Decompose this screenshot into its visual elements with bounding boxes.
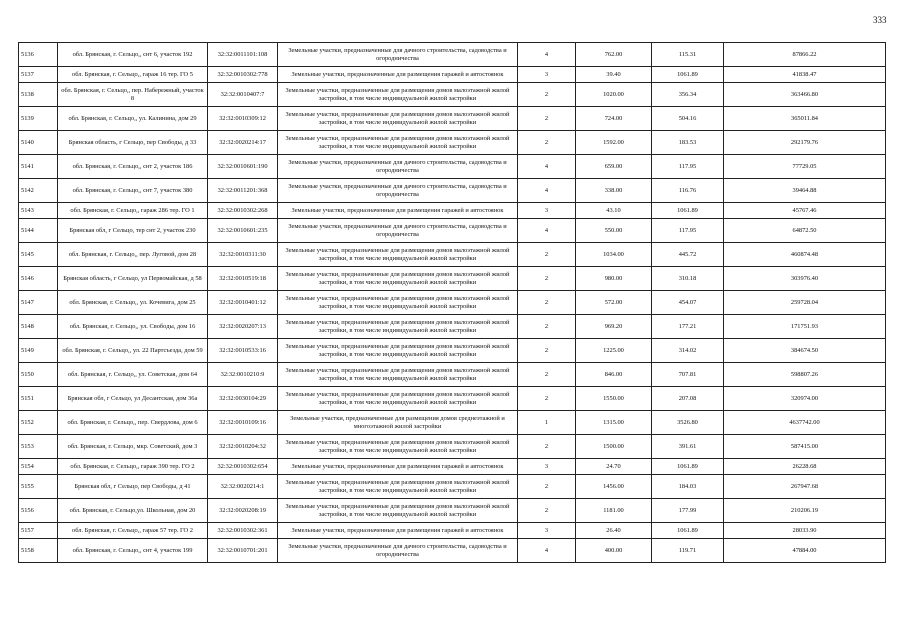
address-cell: обл. Брянская, г. Сельцо,, гараж 286 тер. ГО 1 xyxy=(58,203,208,219)
group-cell: 2 xyxy=(518,363,576,387)
cadastral-number-cell: 32:32:0010204:32 xyxy=(208,435,278,459)
address-cell: обл. Брянская, г. Сельцо,, гараж 57 тер. ГО 2 xyxy=(58,523,208,539)
row-number: 5158 xyxy=(19,539,58,563)
cadastral-number-cell: 32:32:0010109:16 xyxy=(208,411,278,435)
rate-cell: 3526.80 xyxy=(652,411,724,435)
table-row xyxy=(19,203,886,219)
area-cell: 724.00 xyxy=(576,107,652,131)
area-cell: 26.40 xyxy=(576,523,652,539)
area-cell: 1181.00 xyxy=(576,499,652,523)
row-number: 5143 xyxy=(19,203,58,219)
cadastral-value-cell: 267947.68 xyxy=(724,475,886,499)
rate-cell: 504.16 xyxy=(652,107,724,131)
group-cell: 2 xyxy=(518,243,576,267)
address-cell: обл. Брянская, г. Сельцо,ул. Школьная, дом 20 xyxy=(58,499,208,523)
land-plot-table xyxy=(18,42,886,563)
row-number: 5156 xyxy=(19,499,58,523)
area-cell: 550.00 xyxy=(576,219,652,243)
address-cell: Брянская область, г Сельцо, ул Первомайская, д 58 xyxy=(58,267,208,291)
table-row xyxy=(19,315,886,339)
rate-cell: 454.07 xyxy=(652,291,724,315)
table-row xyxy=(19,291,886,315)
cadastral-value-cell: 460874.48 xyxy=(724,243,886,267)
land-use-cell: Земельные участки, предназначенные для размещения домов малоэтажной жилой застройки, в том числе индивидуальной жилой застройки xyxy=(278,291,518,315)
cadastral-number-cell: 32:32:0010302:654 xyxy=(208,459,278,475)
group-cell: 4 xyxy=(518,155,576,179)
cadastral-number-cell: 32:32:0030104:29 xyxy=(208,387,278,411)
area-cell: 846.00 xyxy=(576,363,652,387)
address-cell: обл. Брянская, г. Сельцо,, пер. Набережный, участок 8 xyxy=(58,83,208,107)
cadastral-value-cell: 39464.88 xyxy=(724,179,886,203)
cadastral-value-cell: 320974.00 xyxy=(724,387,886,411)
land-use-cell: Земельные участки, предназначенные для размещения домов малоэтажной жилой застройки, в том числе индивидуальной жилой застройки xyxy=(278,83,518,107)
cadastral-value-cell: 77729.05 xyxy=(724,155,886,179)
area-cell: 39.40 xyxy=(576,67,652,83)
address-cell: обл. Брянская, г. Сельцо,, ул. Кочевига, дом 25 xyxy=(58,291,208,315)
cadastral-number-cell: 32:32:0020214:1 xyxy=(208,475,278,499)
land-use-cell: Земельные участки, предназначенные для размещения домов малоэтажной жилой застройки, в том числе индивидуальной жилой застройки xyxy=(278,475,518,499)
table-row xyxy=(19,43,886,67)
group-cell: 2 xyxy=(518,475,576,499)
table-row xyxy=(19,539,886,563)
land-use-cell: Земельные участки, предназначенные для размещения гаражей и автостоянок xyxy=(278,523,518,539)
cadastral-value-cell: 259728.04 xyxy=(724,291,886,315)
group-cell: 2 xyxy=(518,387,576,411)
cadastral-number-cell: 32:32:0011201:368 xyxy=(208,179,278,203)
land-use-cell: Земельные участки, предназначенные для размещения гаражей и автостоянок xyxy=(278,459,518,475)
row-number: 5151 xyxy=(19,387,58,411)
group-cell: 3 xyxy=(518,67,576,83)
address-cell: обл. Брянская, г. Сельцо,, гараж 16 тер. ГО 5 xyxy=(58,67,208,83)
land-use-cell: Земельные участки, предназначенные для размещения домов малоэтажной жилой застройки, в том числе индивидуальной жилой застройки xyxy=(278,131,518,155)
rate-cell: 391.61 xyxy=(652,435,724,459)
cadastral-value-cell: 384674.50 xyxy=(724,339,886,363)
address-cell: обл. Брянская, г. Сельцо,, снт 4, участок 199 xyxy=(58,539,208,563)
group-cell: 1 xyxy=(518,411,576,435)
address-cell: обл. Брянская, г. Сельцо,, гараж 390 тер. ГО 2 xyxy=(58,459,208,475)
area-cell: 659.00 xyxy=(576,155,652,179)
row-number: 5157 xyxy=(19,523,58,539)
area-cell: 1020.00 xyxy=(576,83,652,107)
cadastral-number-cell: 32:32:0010309:12 xyxy=(208,107,278,131)
address-cell: Брянская обл, г Сельцо, тер снт 2, участок 230 xyxy=(58,219,208,243)
table-row xyxy=(19,523,886,539)
cadastral-value-cell: 47884.00 xyxy=(724,539,886,563)
row-number: 5144 xyxy=(19,219,58,243)
rate-cell: 445.72 xyxy=(652,243,724,267)
cadastral-value-cell: 28033.90 xyxy=(724,523,886,539)
group-cell: 3 xyxy=(518,523,576,539)
address-cell: обл. Брянская, г. Сельцо,, снт 7, участок 380 xyxy=(58,179,208,203)
cadastral-value-cell: 64872.50 xyxy=(724,219,886,243)
table-body xyxy=(19,43,886,563)
cadastral-value-cell: 4637742.00 xyxy=(724,411,886,435)
cadastral-number-cell: 32:32:0010302:778 xyxy=(208,67,278,83)
land-use-cell: Земельные участки, предназначенные для размещения домов среднеэтажной и многоэтажной жилой застройки xyxy=(278,411,518,435)
cadastral-number-cell: 32:32:0010519:18 xyxy=(208,267,278,291)
rate-cell: 314.02 xyxy=(652,339,724,363)
rate-cell: 207.08 xyxy=(652,387,724,411)
area-cell: 338.00 xyxy=(576,179,652,203)
cadastral-number-cell: 32:32:0011101:108 xyxy=(208,43,278,67)
rate-cell: 707.81 xyxy=(652,363,724,387)
cadastral-number-cell: 32:32:0010401:12 xyxy=(208,291,278,315)
rate-cell: 115.31 xyxy=(652,43,724,67)
cadastral-value-cell: 87866.22 xyxy=(724,43,886,67)
rate-cell: 119.71 xyxy=(652,539,724,563)
row-number: 5145 xyxy=(19,243,58,267)
area-cell: 762.00 xyxy=(576,43,652,67)
group-cell: 2 xyxy=(518,107,576,131)
group-cell: 4 xyxy=(518,219,576,243)
land-use-cell: Земельные участки, предназначенные для размещения домов малоэтажной жилой застройки, в том числе индивидуальной жилой застройки xyxy=(278,339,518,363)
cadastral-number-cell: 32:32:0020214:17 xyxy=(208,131,278,155)
address-cell: Брянская область, г Сельцо, пер Свободы, д 33 xyxy=(58,131,208,155)
rate-cell: 117.95 xyxy=(652,155,724,179)
area-cell: 572.00 xyxy=(576,291,652,315)
row-number: 5147 xyxy=(19,291,58,315)
address-cell: обл. Брянская, г. Сельцо,, ул. Советская, дом 64 xyxy=(58,363,208,387)
area-cell: 1315.00 xyxy=(576,411,652,435)
table-row xyxy=(19,387,886,411)
row-number: 5149 xyxy=(19,339,58,363)
land-use-cell: Земельные участки, предназначенные для дачного строительства, садоводства и огородничества xyxy=(278,219,518,243)
address-cell: Брянская обл, г Сельцо, пер Свободы, д 41 xyxy=(58,475,208,499)
address-cell: обл. Брянская, г. Сельцо,, снт 2, участок 186 xyxy=(58,155,208,179)
cadastral-number-cell: 32:32:0010533:16 xyxy=(208,339,278,363)
address-cell: обл. Брянская, г. Сельцо,, ул. Калинина, дом 29 xyxy=(58,107,208,131)
land-use-cell: Земельные участки, предназначенные для размещения домов малоэтажной жилой застройки, в том числе индивидуальной жилой застройки xyxy=(278,243,518,267)
row-number: 5141 xyxy=(19,155,58,179)
group-cell: 2 xyxy=(518,435,576,459)
cadastral-number-cell: 32:32:0010302:361 xyxy=(208,523,278,539)
group-cell: 2 xyxy=(518,339,576,363)
cadastral-value-cell: 210206.19 xyxy=(724,499,886,523)
row-number: 5153 xyxy=(19,435,58,459)
address-cell: обл. Брянская, г. Сельцо,, пер. Свердлова, дом 6 xyxy=(58,411,208,435)
area-cell: 24.70 xyxy=(576,459,652,475)
table-row xyxy=(19,435,886,459)
table-row xyxy=(19,107,886,131)
group-cell: 4 xyxy=(518,539,576,563)
group-cell: 4 xyxy=(518,179,576,203)
area-cell: 1592.00 xyxy=(576,131,652,155)
rate-cell: 356.34 xyxy=(652,83,724,107)
table-row xyxy=(19,267,886,291)
land-use-cell: Земельные участки, предназначенные для размещения домов малоэтажной жилой застройки, в том числе индивидуальной жилой застройки xyxy=(278,435,518,459)
land-use-cell: Земельные участки, предназначенные для размещения домов малоэтажной жилой застройки, в том числе индивидуальной жилой застройки xyxy=(278,107,518,131)
cadastral-number-cell: 32:32:0010407:7 xyxy=(208,83,278,107)
area-cell: 1550.00 xyxy=(576,387,652,411)
table-row xyxy=(19,67,886,83)
cadastral-value-cell: 26228.68 xyxy=(724,459,886,475)
table-row xyxy=(19,83,886,107)
cadastral-number-cell: 32:32:0010701:201 xyxy=(208,539,278,563)
table-row xyxy=(19,339,886,363)
address-cell: обл. Брянская, г. Сельцо,, ул. Свободы, дом 16 xyxy=(58,315,208,339)
cadastral-number-cell: 32:32:0010601:235 xyxy=(208,219,278,243)
area-cell: 1225.00 xyxy=(576,339,652,363)
cadastral-value-cell: 598807.26 xyxy=(724,363,886,387)
table-row xyxy=(19,179,886,203)
address-cell: обл. Брянская, г. Сельцо,, ул. 22 Партсъезда, дом 59 xyxy=(58,339,208,363)
table-row xyxy=(19,499,886,523)
area-cell: 400.00 xyxy=(576,539,652,563)
area-cell: 969.20 xyxy=(576,315,652,339)
area-cell: 43.10 xyxy=(576,203,652,219)
address-cell: обл. Брянская, г. Сельцо,, пер. Луговой, дом 28 xyxy=(58,243,208,267)
rate-cell: 183.53 xyxy=(652,131,724,155)
row-number: 5137 xyxy=(19,67,58,83)
address-cell: обл. Брянская, г. Сельцо,, снт 6, участок 192 xyxy=(58,43,208,67)
land-use-cell: Земельные участки, предназначенные для дачного строительства, садоводства и огородничества xyxy=(278,539,518,563)
row-number: 5152 xyxy=(19,411,58,435)
rate-cell: 1061.89 xyxy=(652,67,724,83)
row-number: 5148 xyxy=(19,315,58,339)
land-use-cell: Земельные участки, предназначенные для размещения домов малоэтажной жилой застройки, в том числе индивидуальной жилой застройки xyxy=(278,499,518,523)
area-cell: 1456.00 xyxy=(576,475,652,499)
group-cell: 4 xyxy=(518,43,576,67)
land-use-cell: Земельные участки, предназначенные для размещения домов малоэтажной жилой застройки, в том числе индивидуальной жилой застройки xyxy=(278,267,518,291)
land-use-cell: Земельные участки, предназначенные для дачного строительства, садоводства и огородничества xyxy=(278,155,518,179)
group-cell: 2 xyxy=(518,499,576,523)
cadastral-number-cell: 32:32:0020208:19 xyxy=(208,499,278,523)
rate-cell: 116.76 xyxy=(652,179,724,203)
page-number: 333 xyxy=(873,15,887,25)
land-use-cell: Земельные участки, предназначенные для дачного строительства, садоводства и огородничества xyxy=(278,179,518,203)
land-use-cell: Земельные участки, предназначенные для размещения домов малоэтажной жилой застройки, в том числе индивидуальной жилой застройки xyxy=(278,387,518,411)
cadastral-number-cell: 32:32:0010210:9 xyxy=(208,363,278,387)
cadastral-value-cell: 45767.46 xyxy=(724,203,886,219)
address-cell: Брянская обл, г Сельцо, ул Десантская, дом 36а xyxy=(58,387,208,411)
land-use-cell: Земельные участки, предназначенные для размещения гаражей и автостоянок xyxy=(278,203,518,219)
group-cell: 3 xyxy=(518,203,576,219)
table-row xyxy=(19,475,886,499)
rate-cell: 310.18 xyxy=(652,267,724,291)
rate-cell: 184.03 xyxy=(652,475,724,499)
group-cell: 2 xyxy=(518,315,576,339)
row-number: 5146 xyxy=(19,267,58,291)
cadastral-value-cell: 365011.84 xyxy=(724,107,886,131)
table-row xyxy=(19,131,886,155)
cadastral-number-cell: 32:32:0020207:13 xyxy=(208,315,278,339)
row-number: 5140 xyxy=(19,131,58,155)
table-row xyxy=(19,459,886,475)
group-cell: 2 xyxy=(518,291,576,315)
rate-cell: 177.21 xyxy=(652,315,724,339)
table-row xyxy=(19,243,886,267)
table-row xyxy=(19,363,886,387)
area-cell: 1034.00 xyxy=(576,243,652,267)
row-number: 5139 xyxy=(19,107,58,131)
group-cell: 3 xyxy=(518,459,576,475)
group-cell: 2 xyxy=(518,83,576,107)
rate-cell: 117.95 xyxy=(652,219,724,243)
group-cell: 2 xyxy=(518,267,576,291)
row-number: 5150 xyxy=(19,363,58,387)
row-number: 5138 xyxy=(19,83,58,107)
group-cell: 2 xyxy=(518,131,576,155)
cadastral-value-cell: 587415.00 xyxy=(724,435,886,459)
land-use-cell: Земельные участки, предназначенные для размещения домов малоэтажной жилой застройки, в том числе индивидуальной жилой застройки xyxy=(278,315,518,339)
area-cell: 1500.00 xyxy=(576,435,652,459)
rate-cell: 1061.89 xyxy=(652,459,724,475)
area-cell: 980.00 xyxy=(576,267,652,291)
rate-cell: 1061.89 xyxy=(652,203,724,219)
cadastral-value-cell: 363466.80 xyxy=(724,83,886,107)
land-use-cell: Земельные участки, предназначенные для размещения домов малоэтажной жилой застройки, в том числе индивидуальной жилой застройки xyxy=(278,363,518,387)
rate-cell: 1061.89 xyxy=(652,523,724,539)
land-use-cell: Земельные участки, предназначенные для дачного строительства, садоводства и огородничества xyxy=(278,43,518,67)
cadastral-value-cell: 303976.40 xyxy=(724,267,886,291)
table-row xyxy=(19,411,886,435)
address-cell: обл. Брянская, г. Сельцо, мкр. Советский, дом 3 xyxy=(58,435,208,459)
row-number: 5155 xyxy=(19,475,58,499)
table-row xyxy=(19,155,886,179)
cadastral-number-cell: 32:32:0010601:190 xyxy=(208,155,278,179)
cadastral-value-cell: 171751.93 xyxy=(724,315,886,339)
land-use-cell: Земельные участки, предназначенные для размещения гаражей и автостоянок xyxy=(278,67,518,83)
rate-cell: 177.99 xyxy=(652,499,724,523)
row-number: 5154 xyxy=(19,459,58,475)
cadastral-value-cell: 41838.47 xyxy=(724,67,886,83)
row-number: 5142 xyxy=(19,179,58,203)
row-number: 5136 xyxy=(19,43,58,67)
cadastral-number-cell: 32:32:0010302:268 xyxy=(208,203,278,219)
table-row xyxy=(19,219,886,243)
cadastral-value-cell: 292179.76 xyxy=(724,131,886,155)
cadastral-number-cell: 32:32:0010311:30 xyxy=(208,243,278,267)
